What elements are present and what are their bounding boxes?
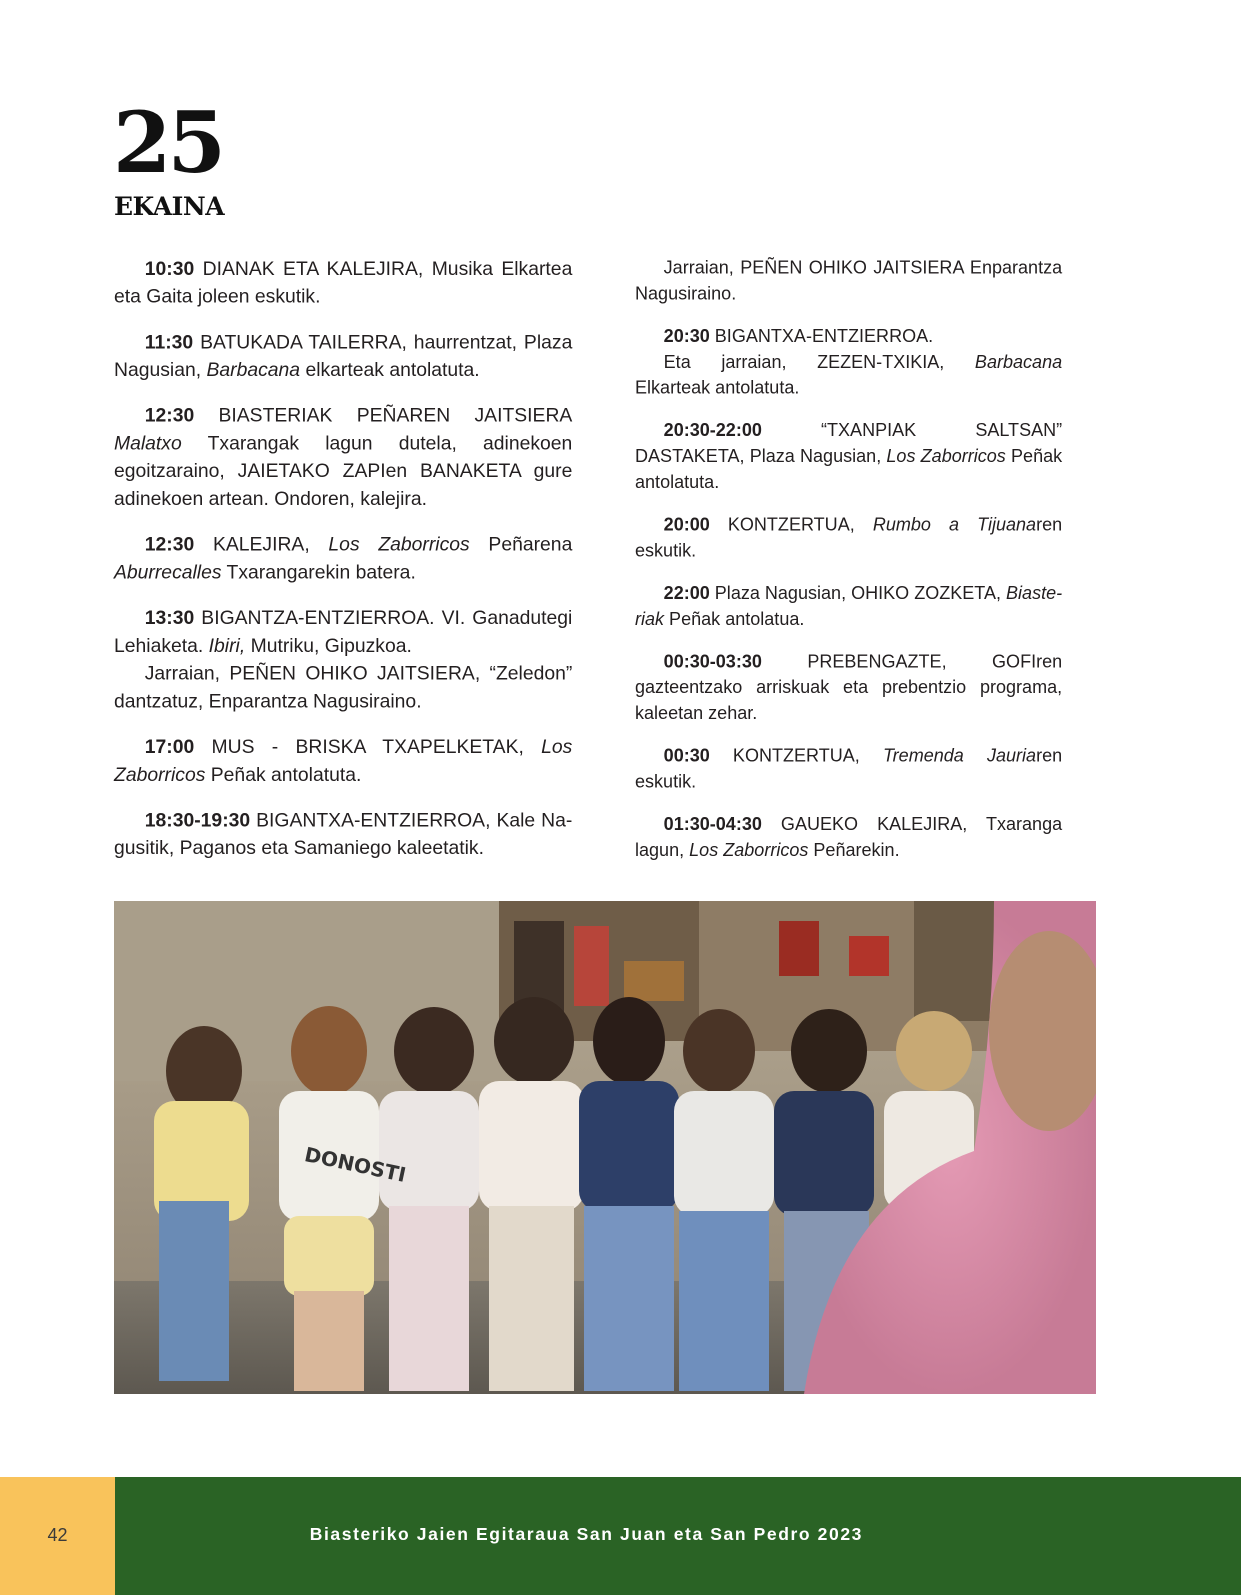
event-text: BIGANTZA-ENTZIERROA. VI. Ganadutegi Lehiaketa. [114,607,573,657]
event-text: BATUKADA TAILERRA, haurrentzat, Plaza Nagusian, [114,331,573,381]
event-time: 20:30 [663,326,710,347]
schedule-entry [114,604,572,715]
event-text: Tremenda Jauria [882,745,1037,767]
schedule-entry [635,743,1062,795]
event-time: 11:30 [144,331,194,354]
event-text: Mutriku, Gipuzkoa. [245,634,412,657]
event-time: 17:00 [144,736,195,758]
event-text: Elkarteak antolatuta. [635,377,800,399]
schedule-entry [635,512,1062,564]
entry-paragraph [114,402,572,513]
entry-paragraph [114,255,572,311]
schedule-entry [114,328,572,384]
event-time: 00:30-03:30 [663,651,762,672]
festival-crowd-photo [114,901,1096,1394]
event-text: Malatxo [114,432,182,455]
entry-paragraph [114,328,572,384]
schedule-entry [635,812,1062,864]
entry-paragraph [114,604,572,660]
event-text: “TXANPIAK SALTSAN” DASTAKETA, Plaza Nagusian, [635,420,1063,467]
event-time: 20:30-22:00 [663,420,762,441]
event-text: Peñak antolatua. [664,609,805,630]
page-number: 42 [47,1525,68,1545]
schedule-entry [635,580,1062,632]
event-text: Peñak antolatuta. [205,763,362,786]
event-text: KONTZERTUA, [709,745,883,767]
event-time: 12:30 [144,533,195,556]
entry-paragraph [114,733,572,789]
event-time: 12:30 [144,404,195,427]
event-time: 00:30 [663,745,710,767]
schedule-entry [114,733,572,789]
event-text: Jarraian, PEÑEN OHIKO JAITSIERA, “Zeledon” dantzatuz, Enparantza Nagusiraino. [114,662,573,713]
schedule-entry [114,807,572,863]
event-time: 10:30 [144,257,195,280]
entry-paragraph [635,349,1062,401]
schedule-entry [114,255,572,311]
footer-title: Biasteriko Jaien Egitaraua San Juan eta San Pedro 2023 [309,1524,863,1544]
entry-paragraph [635,743,1062,795]
entry-paragraph [114,531,572,587]
day-number: 25 [113,93,222,192]
event-text: BIGANTXA-ENTZIERROA. [709,326,934,347]
event-text: ren eskutik. [635,514,1063,562]
event-time: 22:00 [663,583,710,604]
event-text: MUS - BRISKA TXAPELKETAK, [194,736,542,758]
event-text: Ibiri, [208,634,246,657]
event-text: Jarraian, PEÑEN OHIKO JAITSIERA Enparantza Nagusiraino. [635,257,1063,305]
event-text: Barbacana [206,359,301,381]
entry-paragraph [635,323,1062,349]
event-text: KALEJIRA, [194,533,329,556]
event-text: Rumbo a Tijuana [872,514,1037,536]
event-text: Eta jarraian, ZEZEN-TXIKIA, [663,352,975,373]
entry-paragraph [635,255,1062,307]
schedule-entry [114,402,572,513]
month-title: EKAINA [114,192,225,221]
entry-paragraph [635,812,1062,864]
event-text: Plaza Nagusian, OHIKO ZOZKETA, [709,583,1007,604]
event-text: Barbacana [974,352,1063,373]
entry-paragraph [635,649,1062,727]
entry-paragraph [114,660,572,716]
event-text: BIASTERIAK PEÑAREN JAITSIERA [194,404,573,427]
event-text: Biasteriak [635,583,1063,630]
shirt-text: DONOSTI [302,1142,409,1187]
event-text: Los Zaborricos [328,533,470,556]
event-time: 13:30 [144,607,195,630]
event-time: 18:30-19:30 [144,809,251,832]
entry-paragraph [635,512,1062,564]
schedule-entry [635,418,1062,496]
schedule-entry [635,255,1062,307]
event-text: Peñak antolatuta. [635,446,1063,493]
entry-paragraph [635,418,1062,496]
event-text: Los Zaborricos [689,840,809,861]
event-time: 20:00 [663,514,710,536]
schedule-column-left [114,255,572,880]
event-text: Peñarekin. [808,840,900,861]
event-time: 01:30-04:30 [663,814,762,835]
schedule-entry [635,649,1062,727]
event-text: ren eskutik. [635,745,1063,793]
schedule-column-right [635,255,1062,880]
event-text: PREBENGAZTE, GOFIren gazteentzako arriskuak eta prebentzio programa, kaleetan zehar. [635,651,1063,724]
entry-paragraph [114,807,572,863]
event-text: Txarangak lagun dutela, adinekoen egoitzaraino, JAIETAKO ZAPIen BANAKETA gure adinekoen artean. Ondoren, kalejira. [114,432,573,510]
event-text: Los Zaborricos [886,446,1006,467]
event-text: BIGANTXA-ENTZIERROA, Kale Nagusitik, Paganos eta Samaniego kaleetatik. [114,809,573,860]
schedule-entry [114,531,572,587]
event-text: elkarteak antolatuta. [300,359,480,381]
event-text: Txarangarekin batera. [221,561,416,584]
event-text: DIANAK ETA KALEJIRA, Musika Elkartea eta Gaita joleen eskutik. [114,257,573,308]
event-text: Aburrecalles [114,561,222,584]
event-text: GAUEKO KALEJIRA, Txaranga lagun, [635,814,1063,861]
event-text: Peñarena [469,533,573,556]
event-text: KONTZERTUA, [709,514,873,536]
entry-paragraph [635,580,1062,632]
schedule-entry [635,323,1062,401]
event-text: Los Zaborricos [114,736,573,786]
